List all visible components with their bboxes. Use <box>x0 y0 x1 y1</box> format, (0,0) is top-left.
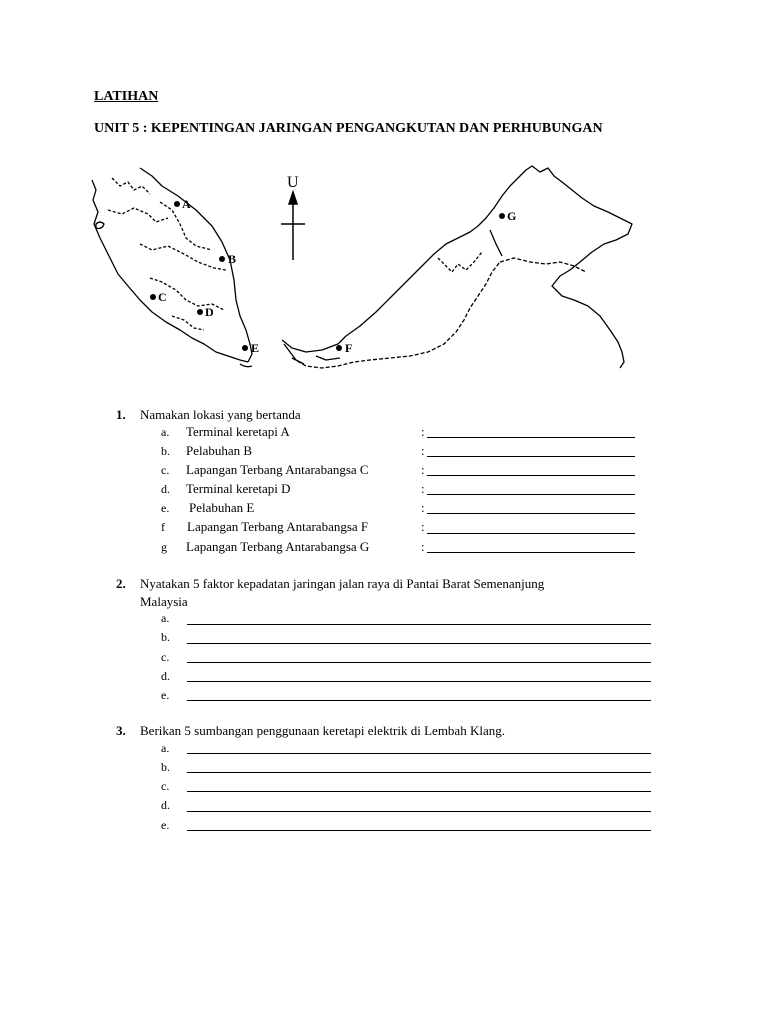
q1-item-text: Terminal keretapi A <box>186 424 290 439</box>
answer-line-1c[interactable] <box>427 475 635 476</box>
answer-line-3c[interactable] <box>187 791 651 792</box>
dot-f <box>336 345 342 351</box>
q1-item-text: Terminal keretapi D <box>186 481 291 496</box>
answer-line-3b[interactable] <box>187 772 651 773</box>
q1-item-text: Lapangan Terbang Antarabangsa G <box>186 539 370 554</box>
dot-d <box>197 309 203 315</box>
q1-item-letter: b. <box>161 444 170 458</box>
answer-line-1b[interactable] <box>427 456 635 457</box>
dot-g <box>499 213 505 219</box>
label-e: E <box>251 341 260 355</box>
unit-heading: UNIT 5 : KEPENTINGAN JARINGAN PENGANGKUTAN DAN PERHUBUNGAN <box>94 121 603 136</box>
answer-line-1d[interactable] <box>427 494 635 495</box>
answer-line-2a[interactable] <box>187 624 651 625</box>
q1-item-letter: e. <box>161 501 170 515</box>
q2-item-letter: c. <box>161 650 170 664</box>
answer-line-1g[interactable] <box>427 552 635 553</box>
q3-item-letter: a. <box>161 741 170 755</box>
q2-item-letter: e. <box>161 688 170 702</box>
q3-item-letter: c. <box>161 779 170 793</box>
q3-item-letter: b. <box>161 760 170 774</box>
compass-label: U <box>287 174 299 191</box>
dot-c <box>150 294 156 300</box>
answer-line-3a[interactable] <box>187 753 651 754</box>
compass-north-arrow <box>281 192 305 260</box>
dot-b <box>219 256 225 262</box>
q1-item-text: Lapangan Terbang Antarabangsa F <box>187 519 369 534</box>
q1-item-letter: d. <box>161 482 170 496</box>
q2-item-letter: d. <box>161 669 170 683</box>
colon: : <box>421 424 425 439</box>
question-2-number: 2. <box>116 576 126 591</box>
answer-line-3e[interactable] <box>187 830 651 831</box>
answer-line-3d[interactable] <box>187 811 651 812</box>
q1-item-letter: c. <box>161 463 170 477</box>
answer-line-1e[interactable] <box>427 513 635 514</box>
dot-e <box>242 345 248 351</box>
peninsula-west-coast <box>92 180 248 362</box>
q1-item-text: Lapangan Terbang Antarabangsa C <box>186 462 369 477</box>
answer-line-1f[interactable] <box>427 533 635 534</box>
label-f: F <box>345 341 353 355</box>
q1-item-letter: f <box>161 520 165 534</box>
question-2-text: Nyatakan 5 faktor kepadatan jaringan jalan raya di Pantai Barat Semenanjung <box>140 576 545 591</box>
answer-line-2d[interactable] <box>187 681 651 682</box>
colon: : <box>421 443 425 458</box>
q2-item-letter: a. <box>161 611 170 625</box>
colon: : <box>421 462 425 477</box>
answer-line-2e[interactable] <box>187 700 651 701</box>
colon: : <box>421 500 425 515</box>
q1-item-text: Pelabuhan E <box>189 500 255 515</box>
q1-item-text: Pelabuhan B <box>186 443 253 458</box>
label-b: B <box>228 252 237 266</box>
question-1-text: Namakan lokasi yang bertanda <box>140 407 301 422</box>
worksheet-title: LATIHAN <box>94 89 159 104</box>
q2-item-letter: b. <box>161 630 170 644</box>
colon: : <box>421 481 425 496</box>
q3-item-letter: d. <box>161 798 170 812</box>
q1-item-letter: g <box>161 540 167 554</box>
label-d: D <box>205 305 214 319</box>
question-3-number: 3. <box>116 723 126 738</box>
borneo-coast <box>282 166 632 368</box>
label-g: G <box>507 209 517 223</box>
colon: : <box>421 539 425 554</box>
q1-item-letter: a. <box>161 425 170 439</box>
answer-line-2b[interactable] <box>187 643 651 644</box>
question-3-text: Berikan 5 sumbangan penggunaan keretapi elektrik di Lembah Klang. <box>140 723 505 738</box>
q3-item-letter: e. <box>161 818 170 832</box>
malaysia-map <box>0 0 768 400</box>
answer-line-1a[interactable] <box>427 437 635 438</box>
dot-a <box>174 201 180 207</box>
question-2-text-cont: Malaysia <box>140 594 188 609</box>
question-1-number: 1. <box>116 407 126 422</box>
borneo-border <box>292 262 500 368</box>
label-c: C <box>158 290 167 304</box>
label-a: A <box>182 197 191 211</box>
answer-line-2c[interactable] <box>187 662 651 663</box>
colon: : <box>421 519 425 534</box>
